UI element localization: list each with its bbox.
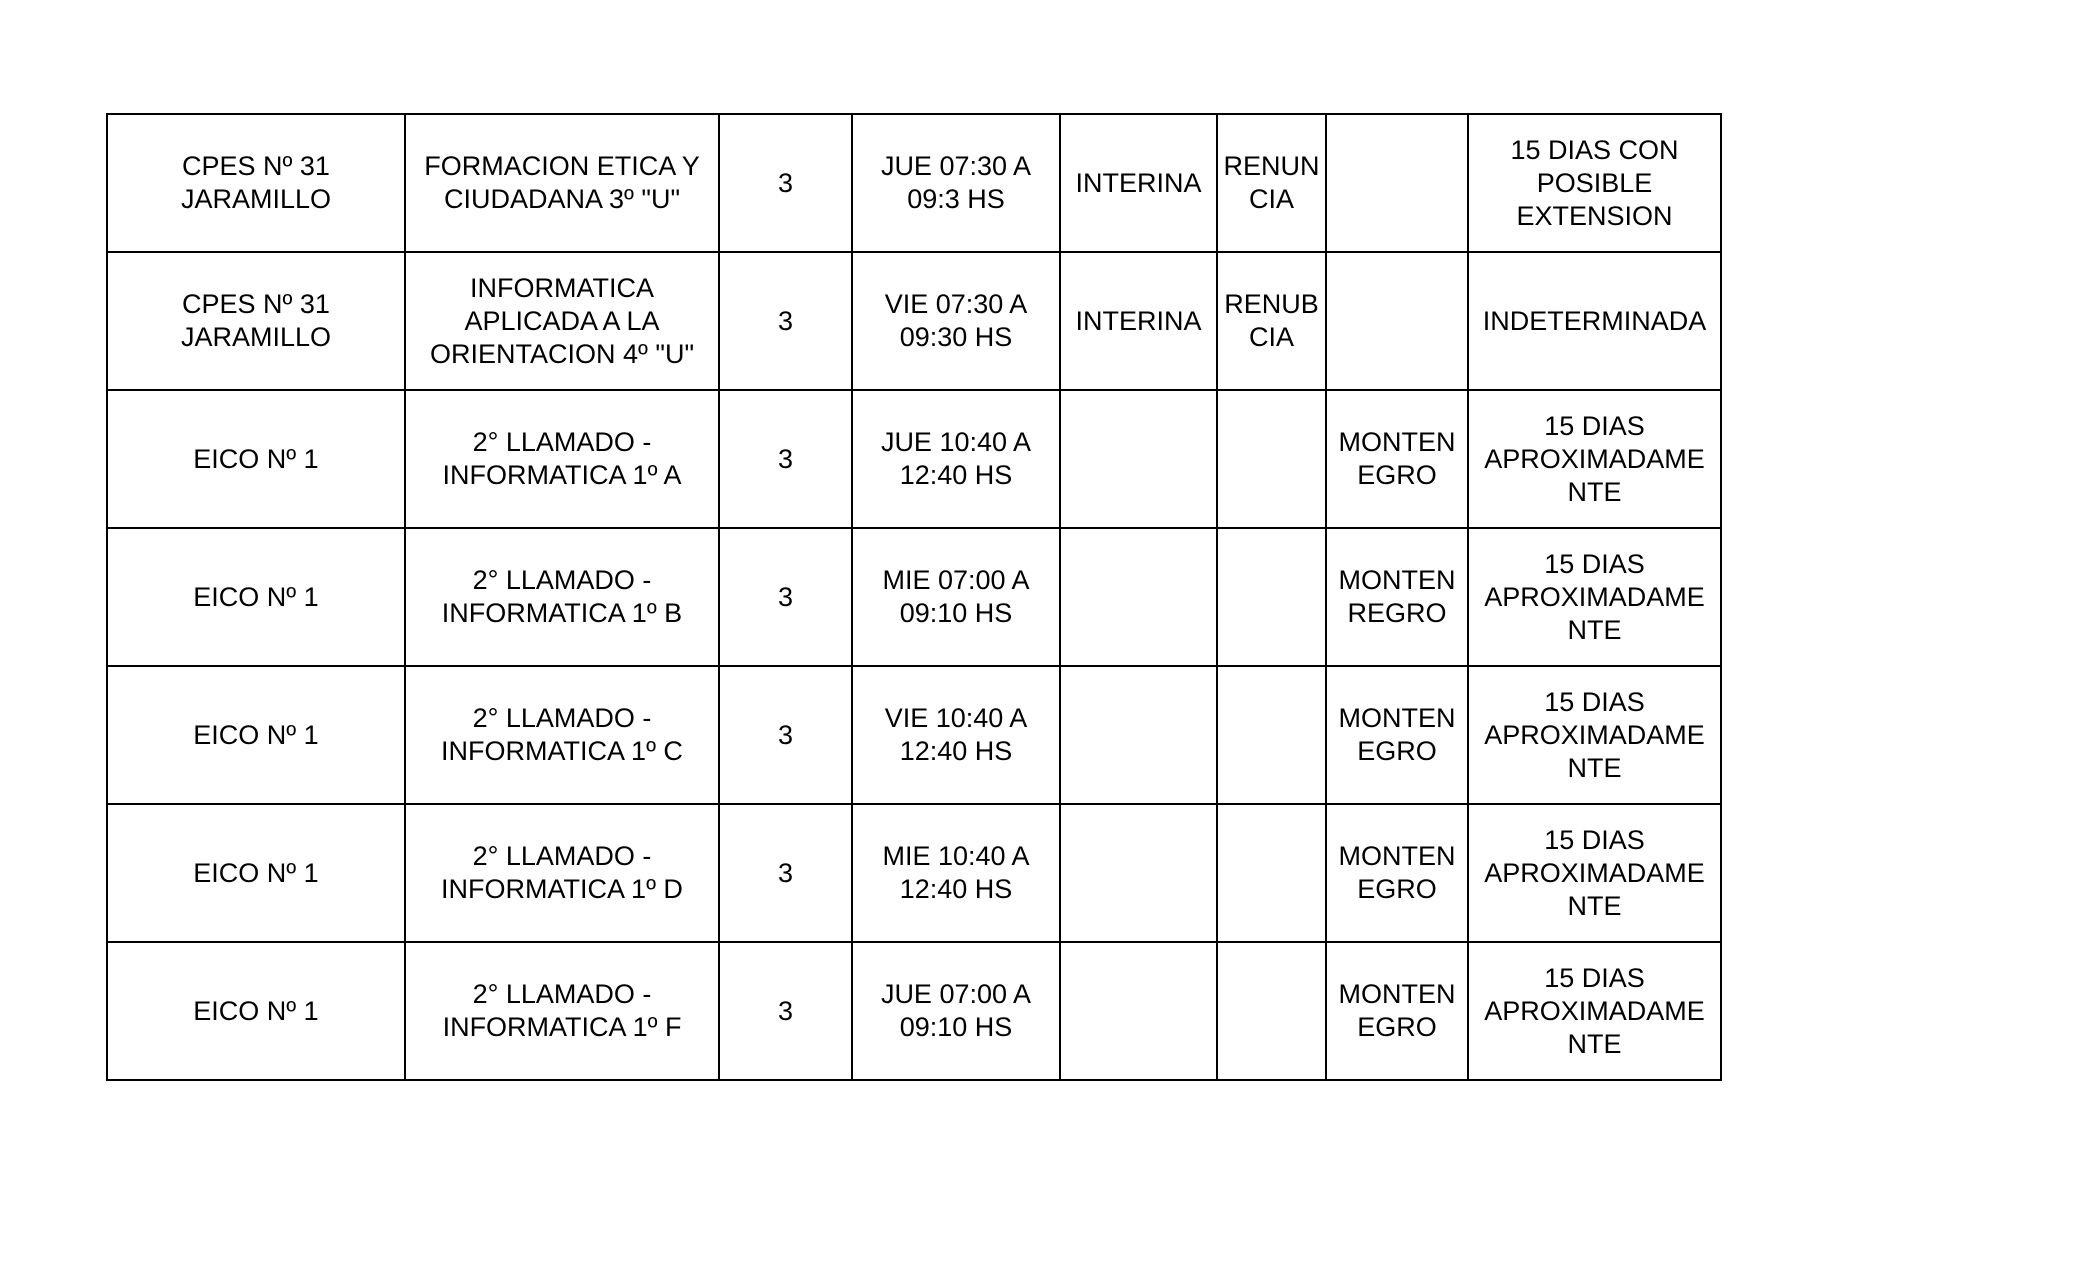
- location-cell: MONTEN EGRO: [1326, 666, 1468, 804]
- status-cell: [1060, 804, 1217, 942]
- table-row: [107, 666, 1721, 804]
- table-row: [107, 390, 1721, 528]
- location-cell: MONTEN EGRO: [1326, 804, 1468, 942]
- duration-cell: 15 DIAS APROXIMADAME NTE: [1468, 528, 1721, 666]
- duration-cell: 15 DIAS APROXIMADAME NTE: [1468, 804, 1721, 942]
- hours-cell: 3: [719, 942, 852, 1080]
- status-cell: [1060, 528, 1217, 666]
- reason-cell: RENUN CIA: [1217, 114, 1326, 252]
- hours-cell: 3: [719, 528, 852, 666]
- status-cell: [1060, 390, 1217, 528]
- table-row: [107, 252, 1721, 390]
- status-cell: INTERINA: [1060, 252, 1217, 390]
- subject-cell: 2° LLAMADO - INFORMATICA 1º F: [405, 942, 719, 1080]
- school-cell: EICO Nº 1: [107, 528, 405, 666]
- school-cell: EICO Nº 1: [107, 390, 405, 528]
- reason-cell: RENUB CIA: [1217, 252, 1326, 390]
- duration-cell: 15 DIAS APROXIMADAME NTE: [1468, 666, 1721, 804]
- schedule-cell: MIE 10:40 A 12:40 HS: [852, 804, 1060, 942]
- subject-cell: 2° LLAMADO - INFORMATICA 1º A: [405, 390, 719, 528]
- schedule-cell: JUE 07:00 A 09:10 HS: [852, 942, 1060, 1080]
- schedule-cell: VIE 10:40 A 12:40 HS: [852, 666, 1060, 804]
- subject-cell: INFORMATICA APLICADA A LA ORIENTACION 4º "U": [405, 252, 719, 390]
- location-cell: MONTEN EGRO: [1326, 942, 1468, 1080]
- school-cell: CPES Nº 31 JARAMILLO: [107, 252, 405, 390]
- subject-cell: 2° LLAMADO - INFORMATICA 1º C: [405, 666, 719, 804]
- hours-cell: 3: [719, 252, 852, 390]
- table-row: [107, 114, 1721, 252]
- status-cell: INTERINA: [1060, 114, 1217, 252]
- subject-cell: 2° LLAMADO - INFORMATICA 1º B: [405, 528, 719, 666]
- hours-cell: 3: [719, 390, 852, 528]
- table-row: [107, 942, 1721, 1080]
- location-cell: [1326, 252, 1468, 390]
- hours-cell: 3: [719, 666, 852, 804]
- schedule-cell: MIE 07:00 A 09:10 HS: [852, 528, 1060, 666]
- duration-cell: 15 DIAS APROXIMADAME NTE: [1468, 942, 1721, 1080]
- reason-cell: [1217, 666, 1326, 804]
- vacancy-table: [106, 113, 1722, 1081]
- location-cell: MONTEN REGRO: [1326, 528, 1468, 666]
- duration-cell: 15 DIAS APROXIMADAME NTE: [1468, 390, 1721, 528]
- school-cell: EICO Nº 1: [107, 666, 405, 804]
- table-body: [107, 114, 1721, 1080]
- subject-cell: 2° LLAMADO - INFORMATICA 1º D: [405, 804, 719, 942]
- duration-cell: 15 DIAS CON POSIBLE EXTENSION: [1468, 114, 1721, 252]
- school-cell: EICO Nº 1: [107, 942, 405, 1080]
- schedule-cell: VIE 07:30 A 09:30 HS: [852, 252, 1060, 390]
- reason-cell: [1217, 804, 1326, 942]
- reason-cell: [1217, 390, 1326, 528]
- location-cell: [1326, 114, 1468, 252]
- table-row: [107, 528, 1721, 666]
- hours-cell: 3: [719, 114, 852, 252]
- status-cell: [1060, 666, 1217, 804]
- schedule-cell: JUE 07:30 A 09:3 HS: [852, 114, 1060, 252]
- subject-cell: FORMACION ETICA Y CIUDADANA 3º "U": [405, 114, 719, 252]
- reason-cell: [1217, 528, 1326, 666]
- hours-cell: 3: [719, 804, 852, 942]
- reason-cell: [1217, 942, 1326, 1080]
- table-row: [107, 804, 1721, 942]
- school-cell: CPES Nº 31 JARAMILLO: [107, 114, 405, 252]
- status-cell: [1060, 942, 1217, 1080]
- location-cell: MONTEN EGRO: [1326, 390, 1468, 528]
- schedule-cell: JUE 10:40 A 12:40 HS: [852, 390, 1060, 528]
- duration-cell: INDETERMINADA: [1468, 252, 1721, 390]
- school-cell: EICO Nº 1: [107, 804, 405, 942]
